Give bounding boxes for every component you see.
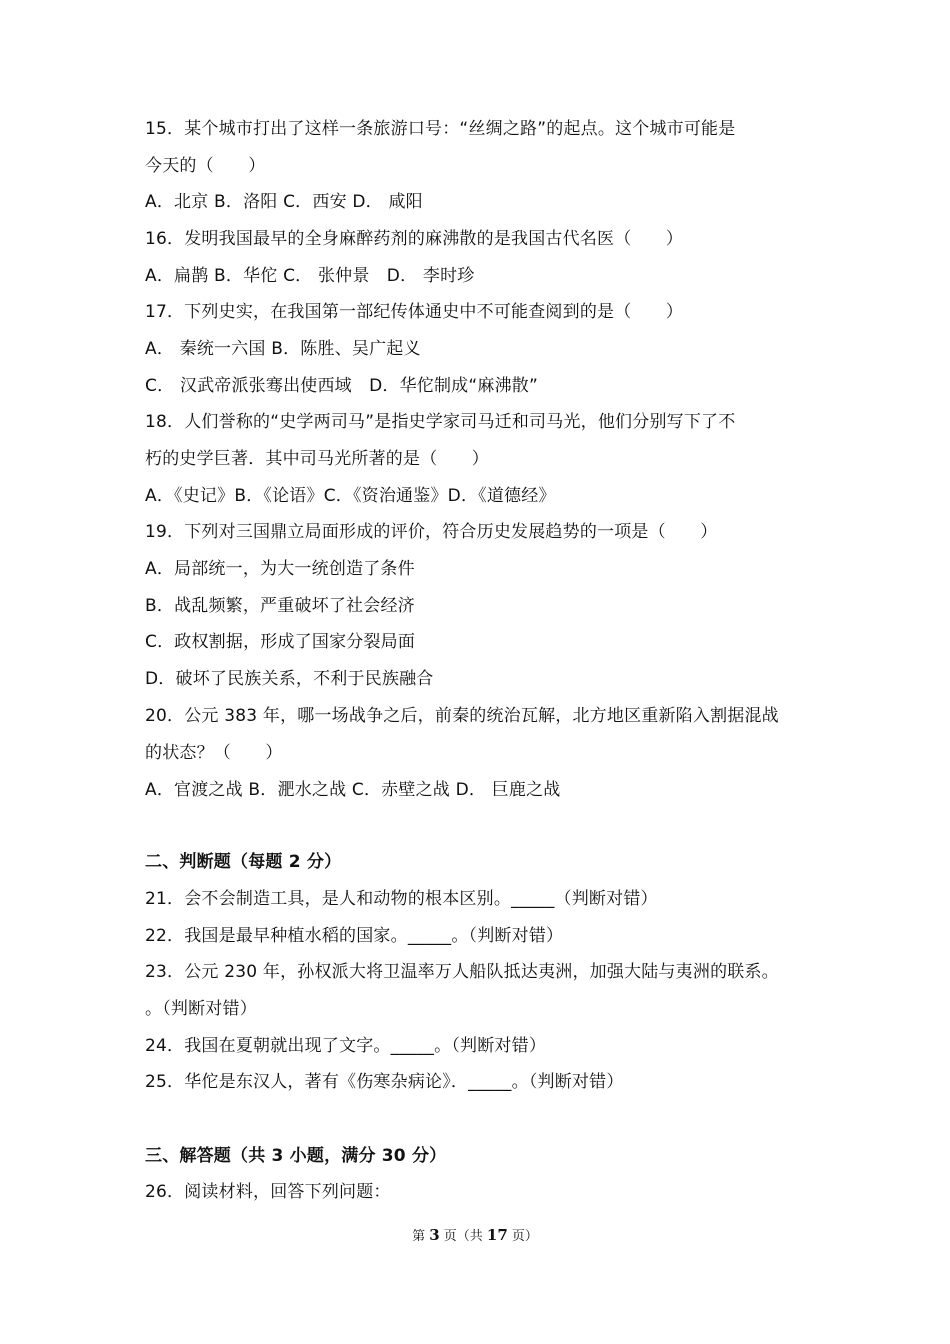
question-15-options: A．北京 B．洛阳 C．西安 D． 咸阳	[145, 192, 423, 212]
question-18-options: A．《史记》B．《论语》C．《资治通鉴》D．《道德经》	[145, 486, 556, 506]
question-15-line-1: 15．某个城市打出了这样一条旅游口号：“丝绸之路”的起点。这个城市可能是	[145, 119, 736, 139]
question-24: 24．我国在夏朝就出现了文字。_____。（判断对错）	[145, 1036, 547, 1056]
footer-page-number: 3	[429, 1226, 440, 1244]
question-23-line-2: 。（判断对错）	[145, 999, 257, 1019]
page-footer	[0, 1226, 950, 1246]
question-20-options: A．官渡之战 B．淝水之战 C．赤壁之战 D． 巨鹿之战	[145, 780, 561, 800]
question-16-options: A．扁鹊 B．华佗 C． 张仲景 D． 李时珍	[145, 266, 475, 286]
question-15-line-2: 今天的（ ）	[145, 156, 266, 176]
question-20-line-1: 20．公元 383 年，哪一场战争之后，前秦的统治瓦解，北方地区重新陷入割据混战	[145, 706, 779, 726]
question-26: 26．阅读材料，回答下列问题：	[145, 1182, 391, 1202]
question-19: 19．下列对三国鼎立局面形成的评价，符合历史发展趋势的一项是（ ）	[145, 522, 718, 542]
question-17-options-ab: A． 秦统一六国 B．陈胜、吴广起义	[145, 339, 421, 359]
question-19-option-c: C．政权割据，形成了国家分裂局面	[145, 632, 416, 652]
footer-suffix: 页）	[507, 1229, 538, 1244]
question-19-option-b: B．战乱频繁，严重破坏了社会经济	[145, 596, 415, 616]
question-19-option-a: A．局部统一，为大一统创造了条件	[145, 559, 415, 579]
question-21: 21．会不会制造工具，是人和动物的根本区别。_____（判断对错）	[145, 889, 658, 909]
question-16: 16．发明我国最早的全身麻醉药剂的麻沸散的是我国古代名医（ ）	[145, 229, 684, 249]
question-17: 17．下列史实，在我国第一部纪传体通史中不可能查阅到的是（ ）	[145, 302, 684, 322]
question-18-line-1: 18．人们誉称的“史学两司马”是指史学家司马迁和司马光，他们分别写下了不	[145, 412, 736, 432]
footer-middle: 页（共	[439, 1229, 487, 1244]
question-20-line-2: 的状态？（ ）	[145, 743, 283, 763]
footer-prefix: 第	[412, 1229, 430, 1244]
question-19-option-d: D．破坏了民族关系，不利于民族融合	[145, 669, 434, 689]
section-2-heading: 二、判断题（每题 2 分）	[145, 852, 342, 872]
question-23-line-1: 23．公元 230 年，孙权派大将卫温率万人船队抵达夷洲，加强大陆与夷洲的联系。	[145, 962, 779, 982]
question-22: 22．我国是最早种植水稻的国家。_____。（判断对错）	[145, 926, 564, 946]
section-3-heading: 三、解答题（共 3 小题，满分 30 分）	[145, 1146, 447, 1166]
question-18-line-2: 朽的史学巨著．其中司马光所著的是（ ）	[145, 449, 489, 469]
question-25: 25．华佗是东汉人，著有《伤寒杂病论》．_____。（判断对错）	[145, 1072, 624, 1092]
question-17-options-cd: C． 汉武帝派张骞出使西域 D．华佗制成“麻沸散”	[145, 376, 538, 396]
footer-total-pages: 17	[486, 1226, 508, 1244]
